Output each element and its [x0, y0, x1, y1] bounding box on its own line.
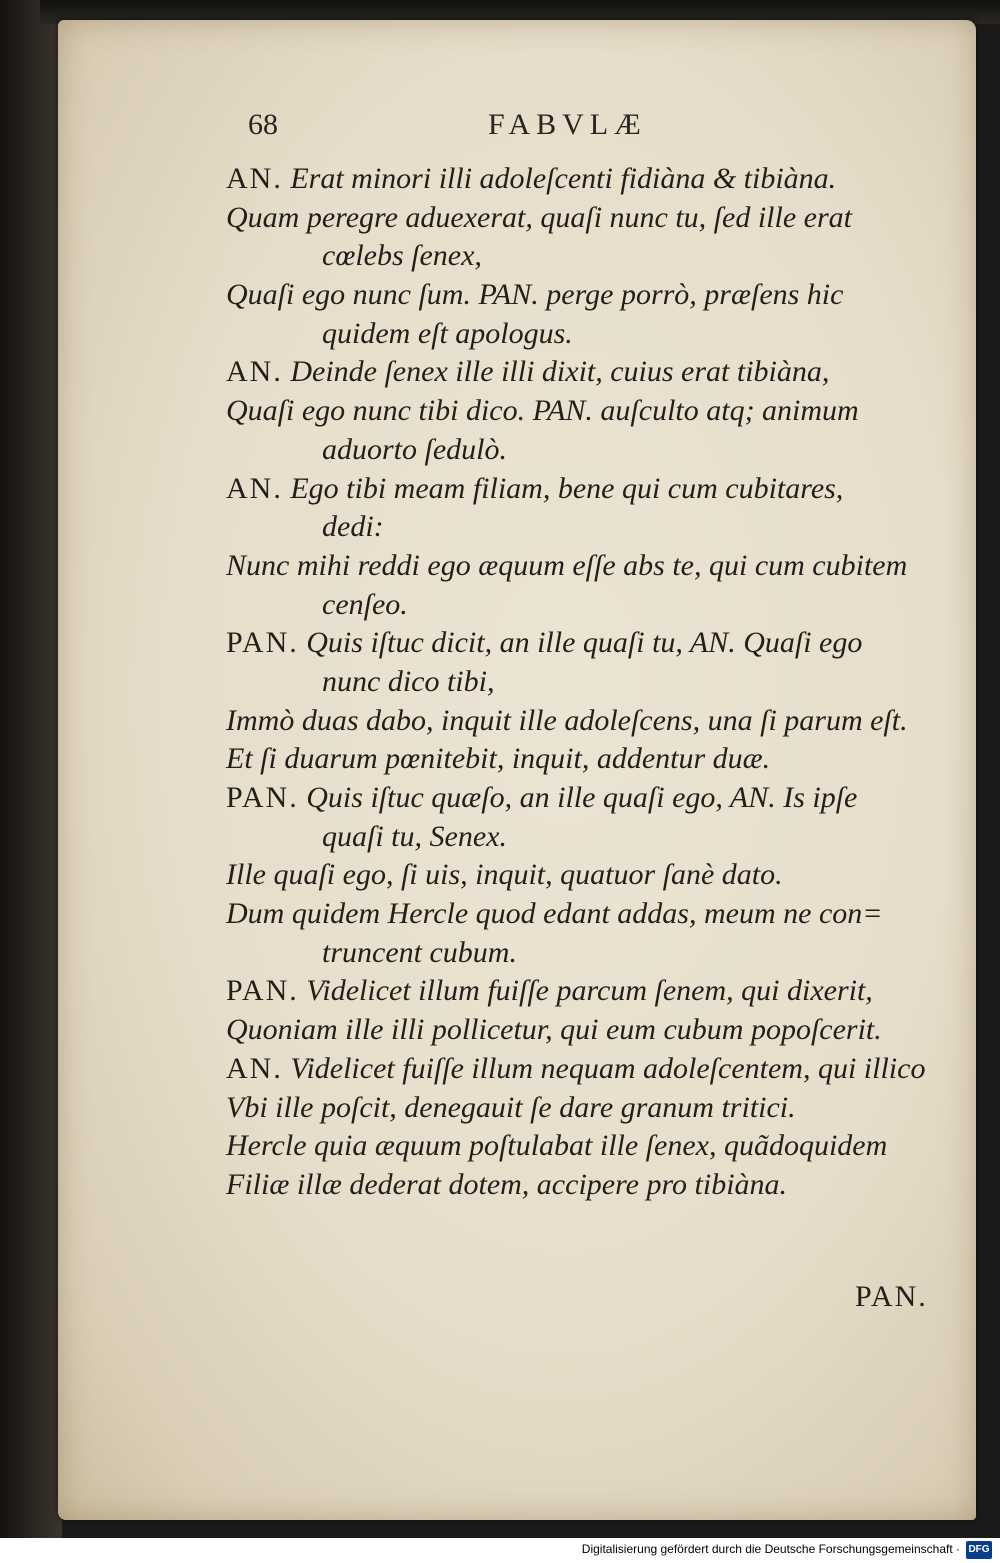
text-line	[226, 1166, 956, 1205]
text-line	[226, 663, 956, 702]
text-block	[226, 160, 956, 1205]
text-line	[226, 1011, 956, 1050]
line-text: quaſi tu, Senex.	[322, 819, 507, 853]
text-line	[226, 508, 956, 547]
line-text: cœlebs ſenex,	[322, 239, 482, 273]
text-line	[226, 470, 956, 509]
line-text: Quoniam ille illi pollicetur, qui eum cubum popoſcerit.	[226, 1013, 882, 1047]
text-line	[226, 276, 956, 315]
text-line	[226, 431, 956, 470]
line-text: dedi:	[322, 510, 384, 544]
text-line	[226, 160, 956, 199]
book-binding-edge	[0, 0, 62, 1563]
text-line	[226, 547, 956, 586]
line-text: Quaſi ego nunc tibi dico. PAN. auſculto atq; animum	[226, 394, 859, 428]
line-text: nunc dico tibi,	[322, 664, 495, 698]
text-line	[226, 1089, 956, 1128]
line-text: Dum quidem Hercle quod edant addas, meum ne con=	[226, 897, 883, 931]
line-text: Et ſi duarum pœnitebit, inquit, addentur duæ.	[226, 742, 771, 776]
page-header	[248, 108, 688, 148]
speaker-label: AN.	[226, 1051, 283, 1085]
text-line	[226, 315, 956, 354]
line-text: Quis iſtuc quæſo, an ille quaſi ego, AN. Is ipſe	[298, 781, 858, 814]
running-title: FABVLÆ	[488, 108, 647, 141]
text-line	[226, 779, 956, 818]
page-number: 68	[248, 108, 278, 141]
footer-credit: Digitalisierung gefördert durch die Deutsche Forschungsgemeinschaft ·	[581, 1542, 960, 1556]
line-text: Filiæ illæ dederat dotem, accipere pro tibiàna.	[226, 1167, 788, 1201]
text-line	[226, 934, 956, 973]
text-line	[226, 624, 956, 663]
text-line	[226, 818, 956, 857]
line-text: Immò duas dabo, inquit ille adoleſcens, una ſi parum eſt.	[226, 703, 908, 737]
text-line	[226, 199, 956, 238]
speaker-label: AN.	[226, 355, 283, 389]
line-text: Quaſi ego nunc ſum. PAN. perge porrò, præſens hic	[226, 278, 844, 312]
line-text: Hercle quia æquum poſtulabat ille ſenex, quãdoquidem	[226, 1129, 888, 1163]
speaker-label: AN.	[226, 162, 283, 195]
line-text: Quam peregre aduexerat, quaſi nunc tu, ſed ille erat	[226, 200, 852, 234]
line-text: Videlicet fuiſſe illum nequam adoleſcentem, qui illico	[282, 1051, 926, 1085]
text-line	[226, 740, 956, 779]
text-line	[226, 392, 956, 431]
dfg-logo-icon: DFG	[966, 1541, 992, 1559]
line-text: Vbi ille poſcit, denegauit ſe dare granum tritici.	[226, 1090, 796, 1124]
text-line	[226, 895, 956, 934]
line-text: quidem eſt apologus.	[322, 316, 573, 350]
speaker-label: PAN.	[226, 974, 299, 1008]
line-text: Nunc mihi reddi ego æquum eſſe abs te, qui cum cubitem	[226, 548, 908, 582]
text-line	[226, 1127, 956, 1166]
line-text: cenſeo.	[322, 587, 408, 621]
line-text: Erat minori illi adoleſcenti fidiàna & tibiàna.	[282, 162, 837, 195]
text-line	[226, 702, 956, 741]
text-line	[226, 1050, 956, 1089]
line-text: Quis iſtuc dicit, an ille quaſi tu, AN. Quaſi ego	[298, 626, 863, 660]
footer-bar	[0, 1538, 1000, 1563]
line-text: Videlicet illum fuiſſe parcum ſenem, qui dixerit,	[298, 974, 873, 1008]
speaker-label: PAN.	[226, 626, 299, 660]
line-text: aduorto ſedulò.	[322, 432, 507, 466]
speaker-label: AN.	[226, 471, 283, 505]
text-line	[226, 353, 956, 392]
line-text: Deinde ſenex ille illi dixit, cuius erat tibiàna,	[282, 355, 830, 389]
text-line	[226, 586, 956, 625]
text-line	[226, 972, 956, 1011]
line-text: Ille quaſi ego, ſi uis, inquit, quatuor ſanè dato.	[226, 858, 783, 892]
text-line	[226, 237, 956, 276]
text-line	[226, 856, 956, 895]
catchword: PAN.	[855, 1280, 928, 1313]
line-text: truncent cubum.	[322, 935, 517, 969]
line-text: Ego tibi meam filiam, bene qui cum cubitares,	[282, 471, 844, 505]
speaker-label: PAN.	[226, 781, 299, 814]
